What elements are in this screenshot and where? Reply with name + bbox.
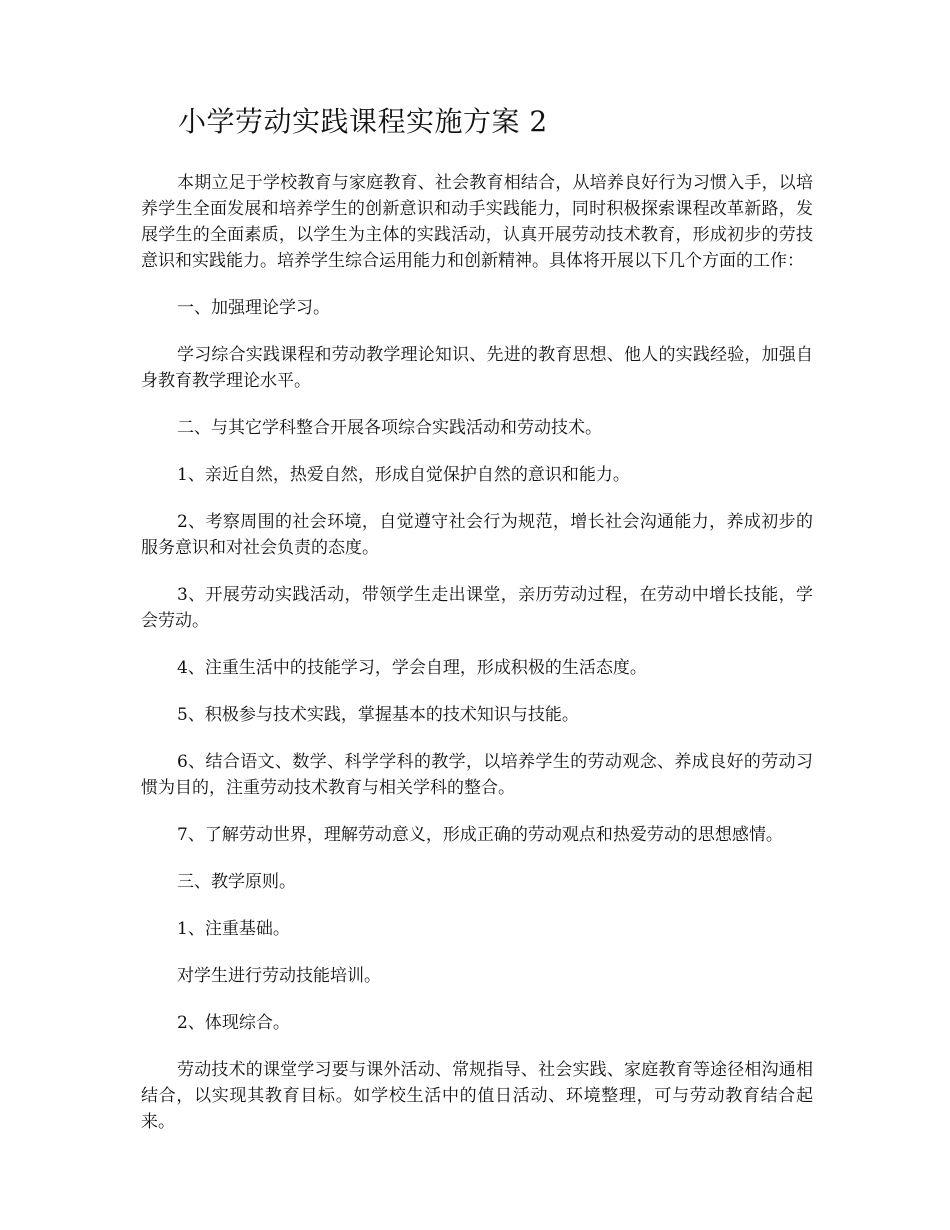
section-heading-1: 一、加强理论学习。 <box>177 298 330 318</box>
list-item: 2、体现综合。 <box>177 1013 290 1033</box>
section-heading-3: 三、教学原则。 <box>177 872 296 892</box>
list-item: 5、积极参与技术实践，掌握基本的技术知识与技能。 <box>177 705 579 725</box>
document-body <box>141 170 813 1156</box>
paragraph: 学习综合实践课程和劳动教学理论知识、先进的教育思想、他人的实践经验，加强自身教育教学理论水平。 <box>141 345 813 391</box>
list-item: 7、了解劳动世界，理解劳动意义，形成正确的劳动观点和热爱劳动的思想感情。 <box>177 825 783 845</box>
list-item: 6、结合语文、数学、科学学科的教学，以培养学生的劳动观念、养成良好的劳动习惯为目的，注重劳动技术教育与相关学科的整合。 <box>141 752 813 798</box>
list-item: 1、亲近自然，热爱自然，形成自觉保护自然的意识和能力。 <box>177 465 630 485</box>
section-heading-2: 二、与其它学科整合开展各项综合实践活动和劳动技术。 <box>177 418 602 438</box>
paragraph: 劳动技术的课堂学习要与课外活动、常规指导、社会实践、家庭教育等途径相沟通相结合，以实现其教育目标。如学校生活中的值日活动、环境整理，可与劳动教育结合起来。 <box>141 1060 813 1132</box>
list-item: 3、开展劳动实践活动，带领学生走出课堂，亲历劳动过程，在劳动中增长技能，学会劳动。 <box>141 585 813 631</box>
paragraph-intro: 本期立足于学校教育与家庭教育、社会教育相结合，从培养良好行为习惯入手，以培养学生全面发展和培养学生的创新意识和动手实践能力，同时积极探索课程改革新路，发展学生的全面素质，以学生为主体的实践活动，认真开展劳动技术教育，形成初步的劳技意识和实践能力。培养学生综合运用能力和创新精神。具体将开展以下几个方面的工作： <box>141 173 813 271</box>
list-item: 4、注重生活中的技能学习，学会自理，形成积极的生活态度。 <box>177 658 647 678</box>
document-title: 小学劳动实践课程实施方案 2 <box>178 105 548 138</box>
list-item: 2、考察周围的社会环境，自觉遵守社会行为规范，增长社会沟通能力，养成初步的服务意识和对社会负责的态度。 <box>141 512 813 558</box>
paragraph: 对学生进行劳动技能培训。 <box>177 966 381 986</box>
list-item: 1、注重基础。 <box>177 919 290 939</box>
